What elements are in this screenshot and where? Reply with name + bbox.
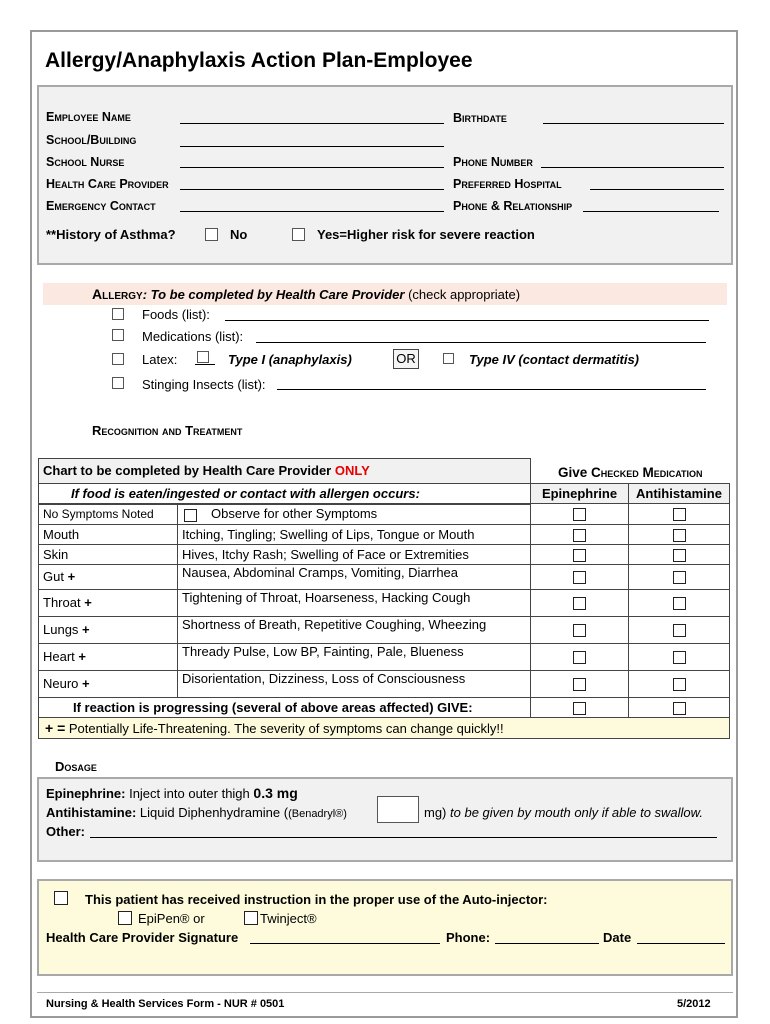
label-health-care-provider: Health Care Provider (46, 177, 169, 191)
table-row (39, 544, 730, 564)
label-employee-name: Employee Name (46, 110, 131, 124)
type1-label: Type I (anaphylaxis) (228, 352, 352, 367)
provider-phone-field[interactable] (495, 943, 599, 944)
twinject-label: Twinject® (260, 911, 317, 926)
mouth-note: mg) to be given by mouth only if able to swallow. (424, 805, 703, 820)
other-field[interactable] (90, 837, 717, 838)
table-row (39, 504, 730, 525)
symptom-cell: Observe for other Symptoms (178, 504, 531, 525)
footer-form-id: Nursing & Health Services Form - NUR # 0501 (46, 998, 285, 1010)
anti-cell (629, 564, 730, 589)
preferred-hospital-field[interactable] (590, 189, 724, 190)
instruction-checkbox[interactable] (54, 891, 68, 905)
epi-checkbox[interactable] (573, 529, 586, 542)
type4-checkbox[interactable] (443, 353, 454, 364)
epi-cell (531, 670, 629, 697)
epi-checkbox[interactable] (573, 702, 586, 715)
signature-label: Health Care Provider Signature (46, 930, 239, 945)
area-cell: Throat + (39, 589, 178, 616)
table-row (39, 670, 730, 697)
label-phone-relationship: Phone & Relationship (453, 199, 573, 213)
asthma-no-label: No (230, 227, 248, 242)
label-emergency-contact: Emergency Contact (46, 199, 156, 213)
epi-cell (531, 524, 629, 544)
birthdate-field[interactable] (543, 123, 724, 124)
anti-cell (629, 643, 730, 670)
chart-note-cell: Chart to be completed by Health Care Provider ONLY (39, 459, 531, 484)
phone-relationship-field[interactable] (583, 211, 719, 212)
latex-checkbox[interactable] (112, 353, 124, 365)
page-title: Allergy/Anaphylaxis Action Plan-Employee (45, 49, 473, 72)
asthma-yes-checkbox[interactable] (292, 228, 305, 241)
emergency-contact-field[interactable] (180, 211, 444, 212)
school-building-field[interactable] (180, 146, 444, 147)
anti-checkbox[interactable] (673, 549, 686, 562)
area-cell: Lungs + (39, 616, 178, 643)
date-field[interactable] (637, 943, 725, 944)
anti-checkbox[interactable] (673, 571, 686, 584)
type1-checkbox[interactable] (197, 351, 209, 363)
anti-cell (629, 589, 730, 616)
insects-checkbox[interactable] (112, 377, 124, 389)
footer-date: 5/2012 (677, 998, 711, 1010)
instruction-text: This patient has received instruction in the proper use of the Auto-injector: (85, 892, 548, 907)
symptom-cell: Itching, Tingling; Swelling of Lips, Tongue or Mouth (178, 524, 531, 544)
symptom-cell: Hives, Itchy Rash; Swelling of Face or Extremities (178, 544, 531, 564)
epi-checkbox[interactable] (573, 651, 586, 664)
area-cell: Mouth (39, 524, 178, 544)
table-row (39, 524, 730, 544)
epi-cell (531, 616, 629, 643)
type4-label: Type IV (contact dermatitis) (469, 352, 639, 367)
epi-cell (531, 544, 629, 564)
footnote-cell: + = Potentially Life-Threatening. The severity of symptoms can change quickly!! (39, 717, 730, 738)
twinject-checkbox[interactable] (244, 911, 258, 925)
observe-checkbox[interactable] (184, 509, 197, 522)
anti-checkbox[interactable] (673, 508, 686, 521)
epi-checkbox[interactable] (573, 597, 586, 610)
area-cell: Gut + (39, 564, 178, 589)
epi-checkbox[interactable] (573, 549, 586, 562)
insects-label: Stinging Insects (list): (142, 377, 266, 392)
label-birthdate: Birthdate (453, 111, 507, 125)
phone-number-field[interactable] (541, 167, 724, 168)
anti-checkbox[interactable] (673, 529, 686, 542)
recognition-heading: Recognition and Treatment (92, 423, 243, 438)
phone-label: Phone: (446, 930, 491, 945)
give-checked-header: Give Checked Medication (557, 465, 703, 480)
progressing-cell: If reaction is progressing (several of above areas affected) GIVE: (39, 697, 531, 717)
label-preferred-hospital: Preferred Hospital (453, 177, 562, 191)
table-row (39, 643, 730, 670)
antihistamine-dose-input[interactable] (377, 796, 419, 823)
epipen-checkbox[interactable] (118, 911, 132, 925)
asthma-question: **History of Asthma? (46, 227, 176, 242)
employee-name-field[interactable] (180, 123, 444, 124)
symptom-cell: Nausea, Abdominal Cramps, Vomiting, Diarrhea (178, 564, 531, 589)
recognition-table (38, 458, 730, 739)
label-school-nurse: School Nurse (46, 155, 125, 169)
area-cell: Neuro + (39, 670, 178, 697)
health-care-provider-field[interactable] (180, 189, 444, 190)
dosage-heading: Dosage (55, 759, 97, 774)
anti-checkbox[interactable] (673, 624, 686, 637)
foods-field[interactable] (225, 320, 709, 321)
symptom-cell: Disorientation, Dizziness, Loss of Consciousness (178, 670, 531, 697)
epi-checkbox[interactable] (573, 678, 586, 691)
epi-cell (531, 564, 629, 589)
epi-cell (531, 589, 629, 616)
table-row (39, 564, 730, 589)
table-row (39, 616, 730, 643)
epi-checkbox[interactable] (573, 624, 586, 637)
condition-cell: If food is eaten/ingested or contact with allergen occurs: (39, 483, 531, 504)
anti-checkbox[interactable] (673, 702, 686, 715)
table-row (39, 589, 730, 616)
epi-cell (531, 504, 629, 525)
label-school-building: School/Building (46, 133, 137, 147)
other-label: Other: (46, 824, 85, 839)
medications-label: Medications (list): (142, 329, 244, 344)
label-phone-number: Phone Number (453, 155, 533, 169)
signature-field[interactable] (250, 943, 440, 944)
antihistamine-line: Antihistamine: Liquid Diphenhydramine ((Benadryl®) (46, 805, 347, 820)
epi-checkbox[interactable] (573, 508, 586, 521)
insects-field[interactable] (277, 389, 706, 390)
anti-cell (629, 504, 730, 525)
col-epinephrine: Epinephrine (531, 483, 629, 504)
anti-checkbox[interactable] (673, 597, 686, 610)
col-antihistamine: Antihistamine (629, 483, 730, 504)
type1-underline (195, 364, 215, 365)
school-nurse-field[interactable] (180, 167, 444, 168)
epi-cell (531, 697, 629, 717)
anti-cell (629, 616, 730, 643)
anti-checkbox[interactable] (673, 678, 686, 691)
area-cell: No Symptoms Noted (39, 504, 178, 525)
medications-field[interactable] (256, 342, 706, 343)
epi-cell (531, 643, 629, 670)
epipen-label: EpiPen® or (138, 911, 205, 926)
anti-cell (629, 670, 730, 697)
anti-cell (629, 524, 730, 544)
asthma-yes-label: Yes=Higher risk for severe reaction (317, 227, 535, 242)
anti-cell (629, 697, 730, 717)
footer-rule (37, 992, 733, 993)
area-cell: Skin (39, 544, 178, 564)
anti-cell (629, 544, 730, 564)
asthma-no-checkbox[interactable] (205, 228, 218, 241)
area-cell: Heart + (39, 643, 178, 670)
foods-label: Foods (list): (142, 307, 210, 322)
foods-checkbox[interactable] (112, 308, 124, 320)
latex-label: Latex: (142, 352, 178, 367)
symptom-cell: Shortness of Breath, Repetitive Coughing, Wheezing (178, 616, 531, 643)
epi-checkbox[interactable] (573, 571, 586, 584)
allergy-heading: Allergy: To be completed by Health Care Provider (check appropriate) (92, 286, 521, 302)
symptom-cell: Tightening of Throat, Hoarseness, Hacking Cough (178, 589, 531, 616)
medications-checkbox[interactable] (112, 329, 124, 341)
epinephrine-line: Epinephrine: Inject into outer thigh 0.3 mg (46, 785, 298, 801)
or-label: OR (393, 349, 419, 369)
date-label: Date (603, 930, 632, 945)
symptom-cell: Thready Pulse, Low BP, Fainting, Pale, Blueness (178, 643, 531, 670)
anti-checkbox[interactable] (673, 651, 686, 664)
